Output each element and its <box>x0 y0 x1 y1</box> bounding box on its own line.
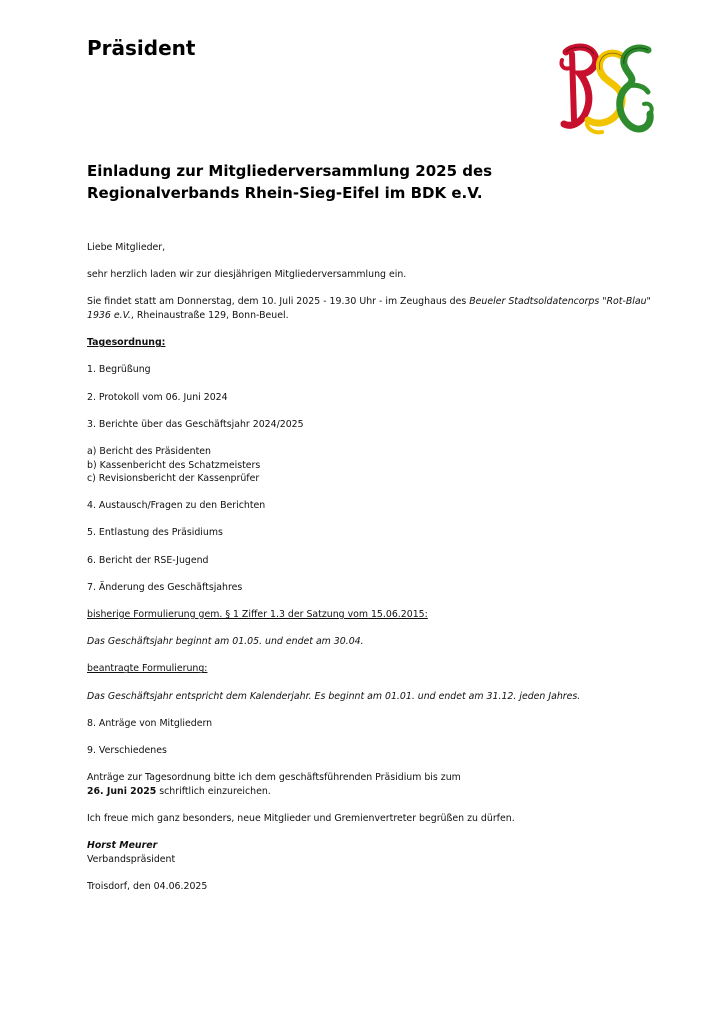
place-date: Troisdorf, den 04.06.2025 <box>87 880 208 892</box>
rse-logo-icon <box>558 40 656 140</box>
agenda-item-9: 9. Verschiedenes <box>87 744 167 756</box>
agenda-item-8: 8. Anträge von Mitgliedern <box>87 717 213 729</box>
intro-paragraph: sehr herzlich laden wir zur diesjährigen Mitgliederversammlung ein. <box>87 269 407 281</box>
venue-prefix: Sie findet statt am Donnerstag, dem 10. Juli 2025 - 19.30 Uhr - im Zeughaus des <box>87 296 467 308</box>
agenda-subitem-b: b) Kassenbericht des Schatzmeisters <box>87 459 261 471</box>
proposed-wording-text: Das Geschäftsjahr entspricht dem Kalenderjahr. Es beginnt am 01.01. und endet am 31.12. jeden Jahres. <box>87 690 581 702</box>
deadline-date: 26. Juni 2025 <box>87 785 157 797</box>
signer-name: Horst Meurer <box>87 840 158 852</box>
signature-block <box>87 839 657 866</box>
agenda-subitem-a: a) Bericht des Präsidenten <box>87 445 211 457</box>
deadline-suffix: schriftlich einzureichen. <box>156 785 271 797</box>
agenda-heading: Tagesordnung: <box>87 337 166 349</box>
agenda-item-3: 3. Berichte über das Geschäftsjahr 2024/2025 <box>87 418 304 430</box>
greeting: Liebe Mitglieder, <box>87 242 166 253</box>
current-wording-label: bisherige Formulierung gem. § 1 Ziffer 1.3 der Satzung vom 15.06.2015: <box>87 609 428 621</box>
agenda-item-1: 1. Begrüßung <box>87 364 151 376</box>
document-title-line-1: Einladung zur Mitgliederversammlung 2025 des <box>87 162 493 180</box>
closing-paragraph: Ich freue mich ganz besonders, neue Mitglieder und Gremienvertreter begrüßen zu dürfen. <box>87 812 515 824</box>
proposed-wording-label: beantragte Formulierung: <box>87 663 208 675</box>
agenda-subitems <box>87 445 657 486</box>
venue-name: Beueler Stadtsoldatencorps "Rot-Blau" 1936 e.V. <box>87 296 651 321</box>
letter-body <box>87 241 657 907</box>
agenda-subitem-c: c) Revisionsbericht der Kassenprüfer <box>87 473 260 485</box>
deadline-paragraph <box>87 771 657 798</box>
agenda-item-2: 2. Protokoll vom 06. Juni 2024 <box>87 391 228 403</box>
current-wording-text: Das Geschäftsjahr beginnt am 01.05. und endet am 30.04. <box>87 636 364 648</box>
document-title-line-2: Regionalverbands Rhein-Sieg-Eifel im BDK e.V. <box>87 184 483 202</box>
agenda-item-4: 4. Austausch/Fragen zu den Berichten <box>87 500 266 512</box>
agenda-item-6: 6. Bericht der RSE-Jugend <box>87 554 209 566</box>
signer-role: Verbandspräsident <box>87 853 176 865</box>
venue-paragraph <box>87 295 657 322</box>
document-title <box>87 160 647 204</box>
agenda-item-7: 7. Änderung des Geschäftsjahres <box>87 581 243 593</box>
venue-suffix: , Rheinaustraße 129, Bonn-Beuel. <box>130 309 289 321</box>
header-title: Präsident <box>87 36 196 60</box>
deadline-text: Anträge zur Tagesordnung bitte ich dem geschäftsführenden Präsidium bis zum <box>87 772 461 784</box>
agenda-item-5: 5. Entlastung des Präsidiums <box>87 527 223 539</box>
